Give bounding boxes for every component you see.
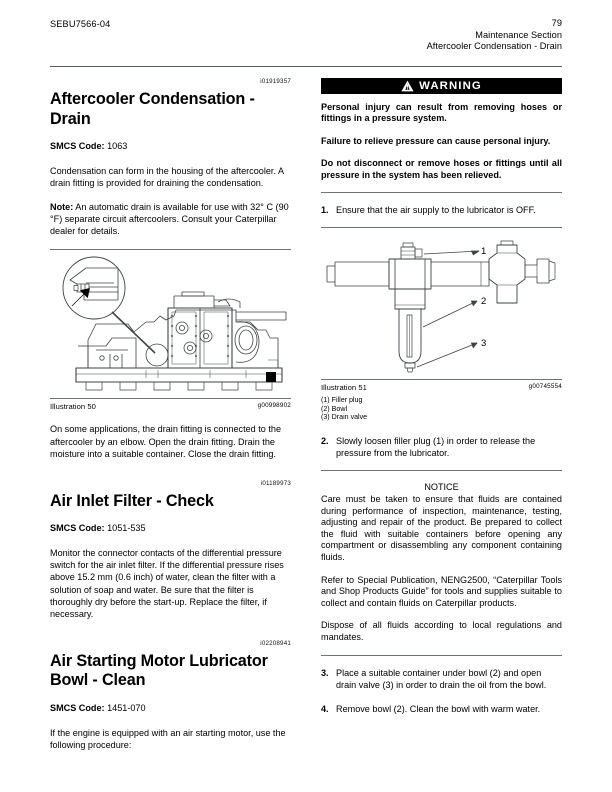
note-text: An automatic drain is available for use with 32° C (90 °F) separate circuit aftercoolers. Consult your Caterpillar dealer for details.	[50, 202, 289, 237]
section-name: Maintenance Section	[475, 29, 562, 40]
illustration-bottom-rule	[321, 379, 562, 380]
reference-id: i02208941	[260, 639, 291, 647]
notice-block	[321, 482, 562, 644]
warning-header-bar	[321, 78, 562, 94]
divider-before-notice	[321, 470, 562, 471]
smcs-code	[50, 522, 291, 534]
callout-1: 1	[481, 246, 487, 258]
smcs-code	[50, 702, 291, 714]
warning-paragraph-1: Personal injury can result from removing hoses or fittings in a pressure system.	[321, 102, 562, 124]
step-number: 1.	[321, 205, 329, 216]
section-air-starting-motor-lubricator-bowl-clean	[50, 640, 291, 751]
procedure-step	[321, 435, 562, 459]
section-title: Air Starting Motor Lubricator Bowl - Clean	[50, 651, 268, 690]
step-text: Slowly loosen filler plug (1) in order to release the pressure from the lubricator.	[336, 435, 536, 458]
detail-arrow-icon	[72, 289, 90, 307]
smcs-value: 1051-535	[107, 523, 146, 534]
divider-after-warning	[321, 192, 562, 193]
section-title: Air Inlet Filter - Check	[50, 491, 214, 510]
procedure-step	[321, 703, 562, 715]
illustration-legend	[321, 396, 562, 422]
warning-paragraph-2: Failure to relieve pressure can cause personal injury.	[321, 135, 551, 146]
step-number: 4.	[321, 703, 329, 714]
warning-label: WARNING	[419, 80, 482, 92]
legend-item: (3) Drain valve	[321, 413, 368, 422]
divider-after-notice	[321, 655, 562, 656]
illustration-graphic-id: g00745554	[528, 383, 562, 391]
note-label: Note:	[50, 202, 74, 213]
illustration-50	[50, 249, 291, 411]
smcs-label: SMCS Code:	[50, 523, 105, 534]
divider-before-illustration	[321, 227, 562, 228]
left-column	[50, 78, 291, 763]
notice-paragraph-1: Care must be taken to ensure that fluids are contained during performance of inspection, maintenance, testing, adjusting and repair of the product. Be prepared to collect the fluid with suitable containers before opening any compartment or disassembling any component containing fluids.	[321, 494, 562, 563]
legend-item: (2) Bowl	[321, 404, 348, 413]
section-aftercooler-condensation-drain	[50, 78, 291, 460]
smcs-value: 1063	[107, 141, 128, 151]
smcs-label: SMCS Code:	[50, 141, 105, 151]
illustration-caption: Illustration 51	[321, 383, 367, 393]
warning-block	[321, 78, 562, 181]
illustration-caption-line	[321, 383, 562, 392]
lubricator-drawing	[321, 239, 562, 379]
topic-name: Aftercooler Condensation - Drain	[426, 41, 562, 52]
header-right-block	[427, 18, 562, 53]
illustration-caption-line	[50, 402, 291, 411]
right-column	[321, 78, 562, 727]
procedure-step	[321, 204, 562, 216]
smcs-value: 1451-070	[107, 702, 146, 713]
illustration-51	[321, 239, 562, 422]
step-number: 2.	[321, 435, 329, 446]
reference-id: i01919357	[260, 78, 291, 85]
step-text: Remove bowl (2). Clean the bowl with warm water.	[336, 703, 541, 714]
section3-paragraph-1: If the engine is equipped with an air starting motor, use the following procedure:	[50, 727, 286, 750]
page-header	[50, 18, 562, 53]
notice-paragraph-3: Dispose of all fluids according to local regulations and mandates.	[321, 620, 562, 643]
step-text: Ensure that the air supply to the lubricator is OFF.	[336, 205, 536, 216]
section1-paragraph-1: Condensation can form in the housing of the aftercooler. A drain fitting is provided for draining the condensation.	[50, 166, 284, 189]
notice-paragraph-2: Refer to Special Publication, NENG2500, “Caterpillar Tools and Shop Products Guide” for tools and supplies suitable to collect and contain fluids on Caterpillar products.	[321, 574, 562, 608]
notice-title: NOTICE	[424, 482, 459, 493]
document-number: SEBU7566-04	[50, 19, 111, 29]
section1-paragraph-2: On some applications, the drain fitting is connected to the aftercooler by an elbow. Open the drain fitting. Drain the moisture into a suitable container. Close the drain fitting.	[50, 424, 282, 459]
callout-2: 2	[481, 296, 487, 308]
smcs-label: SMCS Code:	[50, 702, 105, 713]
illustration-graphic-id: g00998902	[257, 402, 291, 410]
engine-aftercooler-drawing	[50, 250, 291, 398]
warning-triangle-icon	[401, 80, 414, 92]
illustration-caption: Illustration 50	[50, 402, 96, 412]
callout-3: 3	[481, 338, 487, 350]
section-title: Aftercooler Condensation - Drain	[50, 90, 255, 128]
procedure-step	[321, 667, 562, 691]
warning-paragraph-3: Do not disconnect or remove hoses or fittings until all pressure in the system has been relieved.	[321, 158, 562, 180]
smcs-code	[50, 140, 291, 152]
section2-paragraph-1: Monitor the connector contacts of the differential pressure switch for the air inlet filter. If the differential pressure rises above 15.2 mm (0.6 inch) of water, clean the filter with a solution of soap and water. Be sure that the filter is thoroughly dry before the start-up. Replace the filter, if necessary.	[50, 548, 284, 619]
illustration-bottom-rule	[50, 398, 291, 399]
section-air-inlet-filter-check	[50, 480, 291, 620]
step-text: Place a suitable container under bowl (2) and open drain valve (3) in order to drain the oil from the bowl.	[336, 667, 547, 690]
reference-id: i01189973	[260, 479, 291, 487]
section1-note	[50, 201, 291, 237]
page-number: 79	[551, 18, 562, 28]
legend-item: (1) Filler plug	[321, 396, 363, 405]
step-number: 3.	[321, 667, 329, 678]
header-divider	[50, 66, 562, 67]
